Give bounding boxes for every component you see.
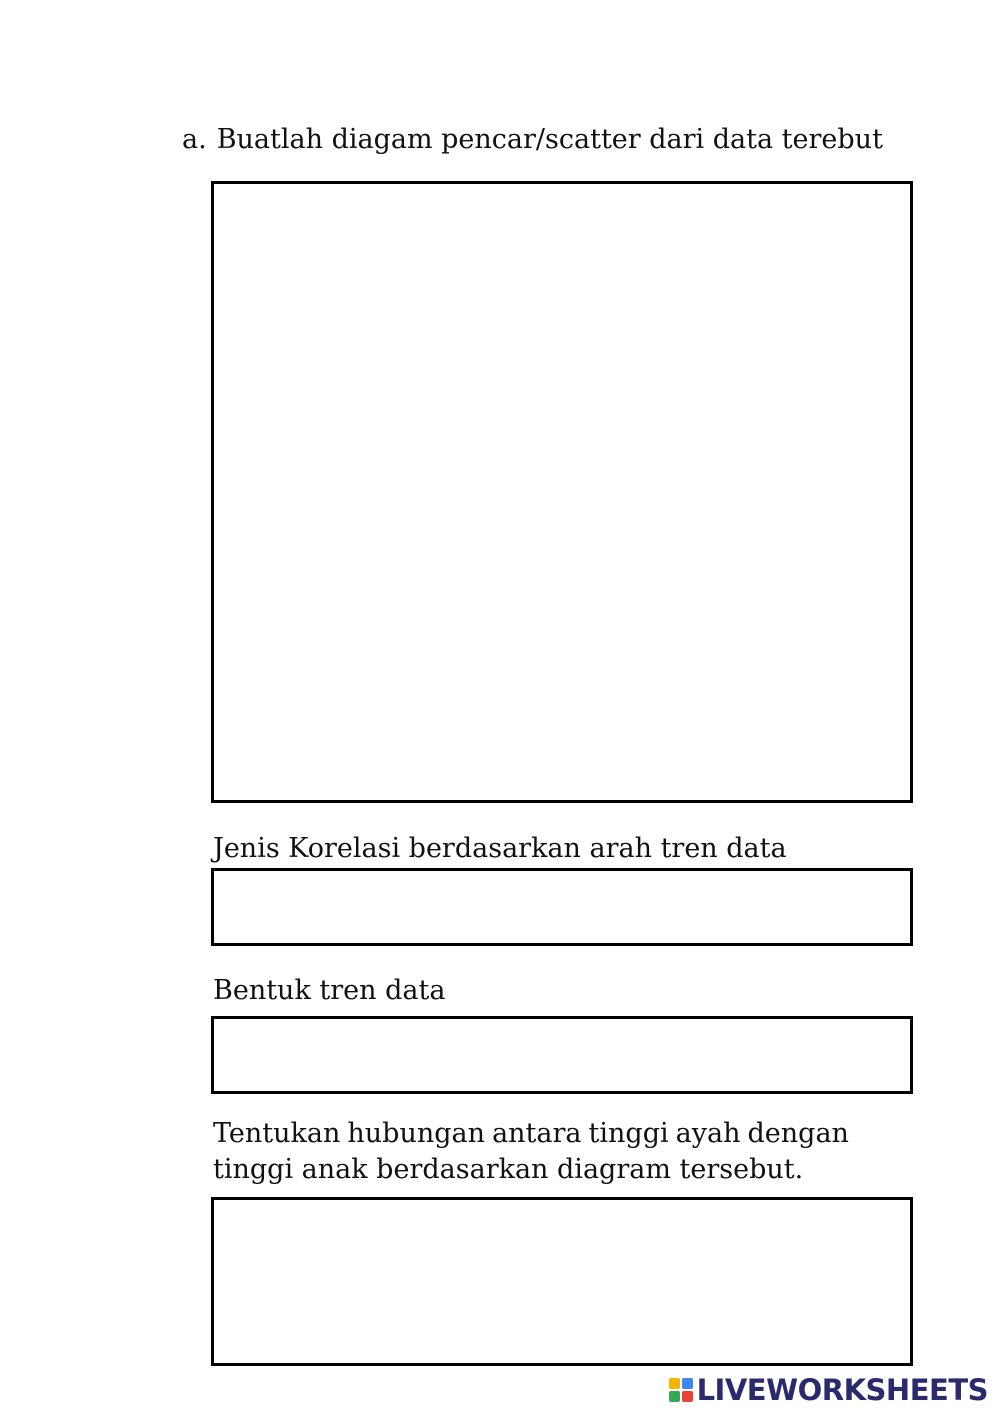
question-text: Buatlah diagam pencar/scatter dari data terebut xyxy=(216,124,883,155)
logo-square xyxy=(682,1378,693,1389)
question-word: tinggi xyxy=(588,1118,669,1149)
question-word: hubungan xyxy=(347,1118,486,1149)
korelasi-label: Jenis Korelasi berdasarkan arah tren data xyxy=(213,833,787,864)
logo-square xyxy=(669,1391,680,1402)
bentuk-label: Bentuk tren data xyxy=(213,975,446,1006)
question-word: Tentukan xyxy=(213,1118,341,1149)
scatter-diagram-answer-area[interactable] xyxy=(211,181,913,803)
logo-square xyxy=(669,1378,680,1389)
liveworksheets-wordmark: LIVEWORKSHEETS xyxy=(696,1373,988,1407)
question-word: antara xyxy=(492,1118,582,1149)
hubungan-question xyxy=(213,1116,849,1188)
hubungan-question-line2: tinggi anak berdasarkan diagram tersebut. xyxy=(213,1154,804,1185)
korelasi-answer-box[interactable] xyxy=(211,868,913,946)
liveworksheets-logo-icon xyxy=(669,1378,693,1402)
question-word: ayah xyxy=(675,1118,741,1149)
question-a-title xyxy=(182,122,883,158)
hubungan-question-line1 xyxy=(213,1116,849,1152)
question-word: dengan xyxy=(747,1118,849,1149)
question-marker: a. xyxy=(182,124,207,155)
liveworksheets-brand xyxy=(669,1374,988,1406)
bentuk-answer-box[interactable] xyxy=(211,1016,913,1094)
hubungan-answer-box[interactable] xyxy=(211,1197,913,1366)
logo-square xyxy=(682,1391,693,1402)
